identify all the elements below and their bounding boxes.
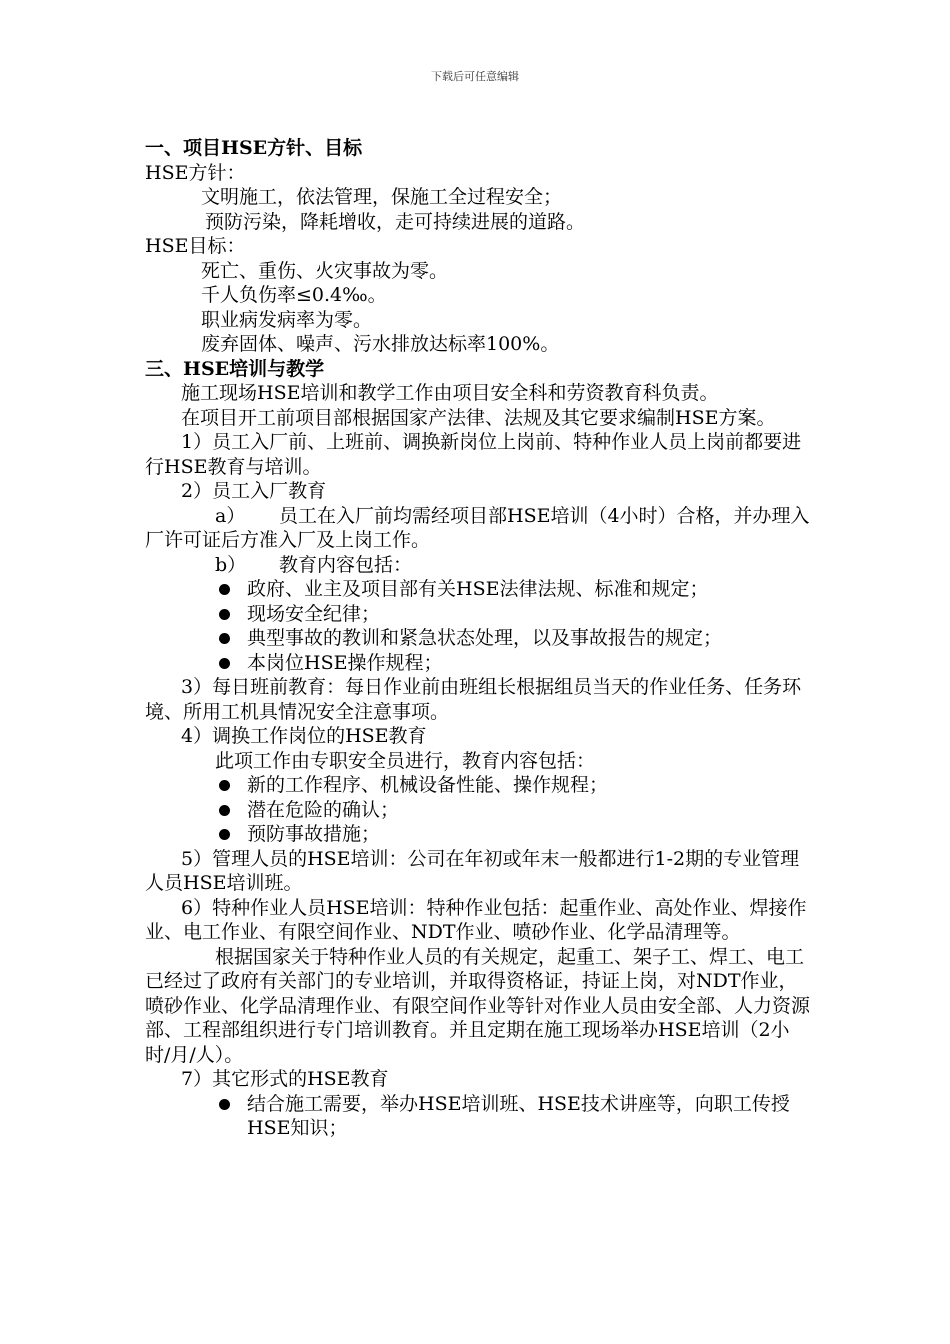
section-1-title: 一、项目HSE方针、目标: [145, 137, 363, 159]
bullet-icon: [219, 805, 230, 816]
bullet-item: [145, 626, 810, 651]
item-2a: [145, 504, 810, 553]
goal-line-3: 职业病发病率为零。: [201, 308, 373, 331]
bullet-item: [145, 602, 810, 627]
bullet-icon: [219, 633, 230, 644]
bullet-text: 结合施工需要，举办HSE培训班、HSE技术讲座等，向职工传授HSE知识；: [247, 1092, 790, 1139]
policy-label: HSE方针：: [145, 161, 246, 184]
item-1: 1）员工入厂前、上班前、调换新岗位上岗前、特种作业人员上岗前都要进行HSE教育与培训。: [145, 431, 802, 478]
item-2b-text: 教育内容包括：: [279, 553, 413, 576]
bullet-text: 本岗位HSE操作规程；: [247, 651, 443, 674]
goal-line-1: 死亡、重伤、火灾事故为零。: [201, 259, 449, 282]
bullet-text: 典型事故的教训和紧急状态处理，以及事故报告的规定；: [247, 627, 723, 649]
bullet-text: 新的工作程序、机械设备性能、操作规程；: [247, 774, 609, 796]
bullet-text: 政府、业主及项目部有关HSE法律法规、标准和规定；: [247, 578, 709, 600]
item-6-paragraph: 根据国家关于特种作业人员的有关规定，起重工、架子工、焊工、电工已经过了政府有关部门的专业培训，并取得资格证，持证上岗，对NDT作业，喷砂作业、化学品清理作业、有限空间作业等针对作业人员由安全部、人力资源部、工程部组织进行专门培训教育。并且定期在施工现场举办HSE培训（2小时/月/人）。: [145, 945, 811, 1066]
bullet-item: [145, 798, 810, 823]
bullet-text: 现场安全纪律；: [247, 602, 381, 625]
bullet-item: [145, 822, 810, 847]
item-2: 2）员工入厂教育: [181, 480, 327, 502]
document-body: [145, 134, 810, 1141]
policy-line-2: 预防污染，降耗增收，走可持续进展的道路。: [205, 210, 586, 233]
bullet-text: 预防事故措施；: [247, 823, 381, 845]
bullet-item: [145, 773, 810, 798]
bullet-item: [145, 651, 810, 676]
section-3-title: 三、HSE培训与教学: [145, 357, 325, 380]
item-2a-line: [145, 505, 810, 552]
item-3: 3）每日班前教育：每日作业前由班组长根据组员当天的作业任务、任务环境、所用工机具情况安全注意事项。: [145, 676, 802, 723]
bullet-icon: [219, 780, 230, 791]
policy-line-1: 文明施工，依法管理，保施工全过程安全；: [201, 186, 563, 208]
paragraph-2: 在项目开工前项目部根据国家产法律、法规及其它要求编制HSE方案。: [181, 406, 776, 429]
goal-line-4: 废弃固体、噪声、污水排放达标率100%。: [201, 333, 560, 355]
bullet-icon: [219, 658, 230, 669]
item-4: 4）调换工作岗位的HSE教育: [181, 725, 427, 747]
bullet-item: [145, 577, 810, 602]
item-5: 5）管理人员的HSE培训：公司在年初或年末一般都进行1-2期的专业管理人员HSE培训班。: [145, 847, 800, 894]
item-4-sub: 此项工作由专职安全员进行，教育内容包括：: [215, 749, 596, 772]
paragraph-1: 施工现场HSE培训和教学工作由项目安全科和劳资教育科负责。: [181, 382, 719, 404]
goal-line-2: 千人负伤率≤0.4‰。: [201, 284, 387, 306]
page-header: 下载后可任意编辑: [431, 70, 519, 83]
bullet-icon: [219, 609, 230, 620]
item-7: 7）其它形式的HSE教育: [181, 1068, 389, 1090]
bullet-icon: [219, 829, 230, 840]
item-2b-marker: b）: [215, 553, 247, 576]
bullet-text: 潜在危险的确认；: [247, 798, 400, 821]
item-2b: [145, 553, 810, 578]
bullet-item: [145, 1092, 810, 1141]
bullet-icon: [219, 584, 230, 595]
bullet-icon: [219, 1099, 230, 1110]
item-2a-marker: a）: [215, 504, 246, 527]
item-6: 6）特种作业人员HSE培训：特种作业包括：起重作业、高处作业、焊接作业、电工作业、有限空间作业、NDT作业、喷砂作业、化学品清理等。: [145, 896, 807, 943]
item-2a-text: 员工在入厂前均需经项目部HSE培训（4小时）合格，并办理入厂许可证后方准入厂及上岗工作。: [145, 504, 810, 551]
goal-label: HSE目标：: [145, 235, 246, 257]
